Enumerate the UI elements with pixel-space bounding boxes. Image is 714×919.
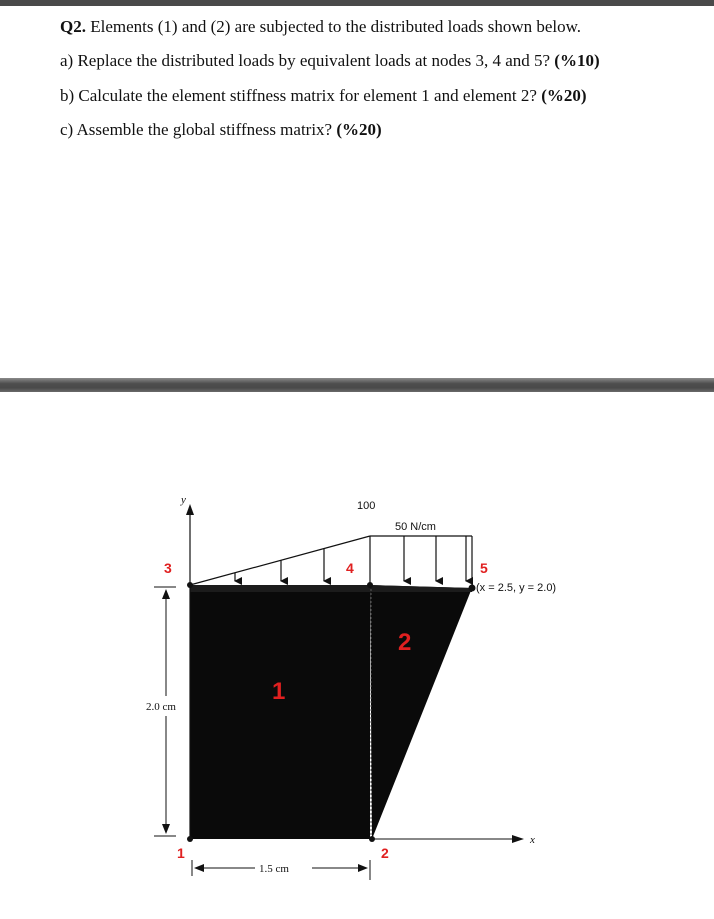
height-dim-arrow-icon	[162, 824, 170, 834]
part-b-text: b) Calculate the element stiffness matrix for element 1 and element 2?	[60, 86, 537, 105]
question-intro	[60, 17, 581, 37]
element-2-shape	[370, 585, 472, 839]
y-axis-arrow-icon	[186, 504, 194, 515]
load-peak-label: 100	[357, 500, 376, 512]
height-dim-label: 2.0 cm	[146, 701, 176, 713]
part-c-text: c) Assemble the global stiffness matrix?	[60, 120, 333, 139]
width-dim-arrow-icon	[194, 864, 204, 872]
x-axis-label: x	[530, 834, 535, 846]
x-axis-arrow-icon	[512, 835, 524, 843]
part-b-marks: (%20)	[541, 86, 587, 105]
node-4-dot	[367, 582, 373, 588]
question-number: Q2.	[60, 17, 86, 36]
element-load-diagram	[0, 392, 714, 919]
element-1-shape	[190, 585, 370, 839]
question-part-b	[60, 86, 587, 106]
part-a-text: a) Replace the distributed loads by equivalent loads at nodes 3, 4 and 5?	[60, 51, 551, 70]
node-5-coords: (x = 2.5, y = 2.0)	[476, 582, 557, 594]
width-dim-arrow-icon	[358, 864, 368, 872]
part-a-marks: (%10)	[554, 51, 600, 70]
page-break-bar	[0, 378, 714, 392]
node-3-dot	[187, 582, 193, 588]
top-divider-bar	[0, 0, 714, 6]
question-intro-text: Elements (1) and (2) are subjected to the distributed loads shown below.	[85, 17, 582, 36]
node-1-label: 1	[177, 845, 185, 861]
element-1-label: 1	[272, 678, 286, 705]
triangular-load-line	[190, 536, 370, 585]
question-part-c	[60, 120, 382, 140]
node-2-label: 2	[381, 845, 389, 861]
node-5-label: 5	[480, 560, 488, 576]
height-dim-arrow-icon	[162, 589, 170, 599]
node-5-dot	[469, 585, 476, 592]
width-dim-label: 1.5 cm	[259, 863, 289, 875]
part-c-marks: (%20)	[336, 120, 382, 139]
y-axis-label: y	[181, 494, 186, 506]
element-top-edge	[190, 585, 472, 592]
question-part-a	[60, 51, 600, 71]
element-2-label: 2	[398, 629, 412, 656]
node-3-label: 3	[164, 560, 172, 576]
node-2-dot	[369, 836, 375, 842]
node-1-dot	[187, 836, 193, 842]
node-4-label: 4	[346, 560, 354, 576]
load-uniform-label: 50 N/cm	[395, 521, 436, 533]
